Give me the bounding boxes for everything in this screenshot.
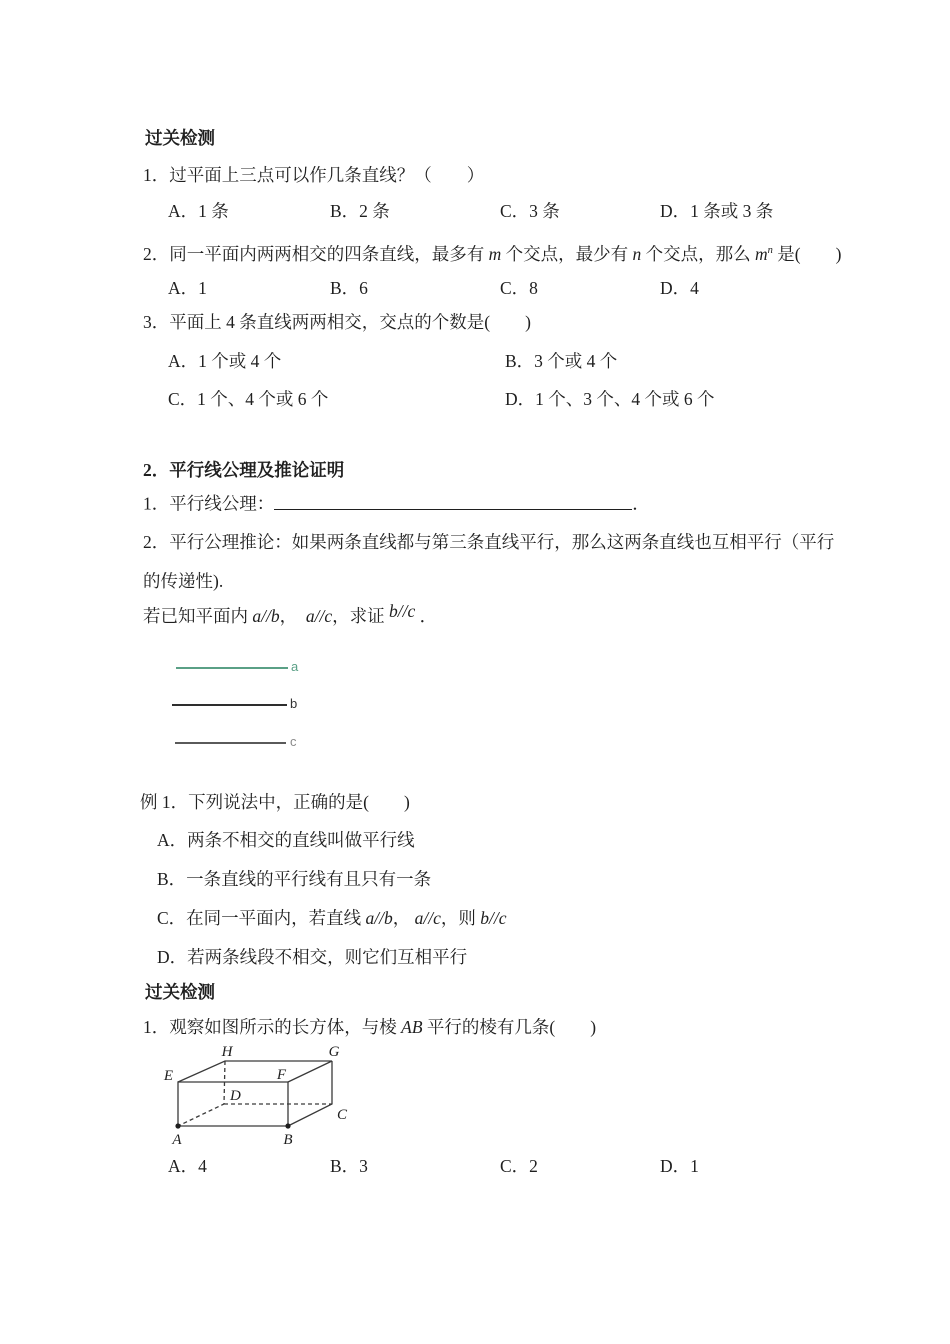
q2-var-m2: m: [755, 243, 768, 264]
cuboid-option-c: C．2: [500, 1156, 538, 1176]
q2-option-d: D．4: [660, 278, 699, 298]
cuboid-label-e: E: [163, 1068, 173, 1084]
corollary-line2: 的传递性).: [143, 571, 224, 591]
q3-text: 3．平面上 4 条直线两两相交，交点的个数是( ): [143, 312, 531, 332]
example1-optc-ab: a//b: [365, 908, 393, 928]
proof-seg-mid: ，求证: [332, 606, 389, 626]
example1-option-d: D．若两条线段不相交，则它们互相平行: [157, 947, 468, 967]
cuboid-label-b: B: [283, 1132, 293, 1148]
q1-option-b: B．2 条: [330, 201, 390, 221]
q2-seg-mid1: 个交点，最少有: [501, 243, 633, 264]
example1-optc-ac: a//c: [414, 908, 441, 928]
cuboid-right-face: [288, 1061, 332, 1126]
q2-options-row: [168, 275, 928, 299]
cuboid-option-a: A．4: [168, 1156, 207, 1176]
cuboid-figure: [140, 1040, 370, 1152]
cuboid-label-h: H: [221, 1044, 233, 1060]
example1-optc-c1: ，: [392, 908, 415, 928]
cuboid-q-var: AB: [401, 1017, 423, 1037]
q3-option-b: B．3 个或 4 个: [505, 351, 618, 371]
example1-option-a: A．两条不相交的直线叫做平行线: [157, 830, 415, 850]
example1-optc-bc: b//c: [480, 908, 507, 928]
q2-sup-n: n: [767, 245, 773, 256]
q1-options-row: [168, 198, 928, 222]
q2-var-m: m: [488, 243, 502, 264]
q2-option-c: C．8: [500, 278, 538, 298]
proof-math-ab: a//b: [252, 606, 280, 626]
parallel-line-b: [172, 704, 287, 706]
q2-seg-pre: 2．同一平面内两两相交的四条直线，最多有: [143, 243, 489, 264]
cuboid-q-post: 平行的棱有几条( ): [422, 1017, 597, 1037]
q2-seg-post: 是( ): [772, 243, 842, 264]
parallel-line-b-label: b: [290, 696, 298, 711]
vertex-dot-b: [285, 1123, 290, 1128]
q1-option-a: A．1 条: [168, 201, 229, 221]
q3-options-row1: [168, 348, 928, 372]
section1-heading: 过关检测: [145, 128, 215, 148]
parallel-axiom-line: [143, 491, 650, 515]
cuboid-label-d: D: [230, 1088, 241, 1104]
q1-text: 1．过平面上三点可以作几条直线？（ ）: [143, 165, 485, 185]
q2-option-a: A．1: [168, 278, 207, 298]
q2-var-n: n: [632, 243, 642, 264]
q3-option-c: C．1 个、4 个或 6 个: [168, 389, 329, 409]
example1-option-b: B．一条直线的平行线有且只有一条: [157, 869, 432, 889]
cuboid-label-g: G: [328, 1044, 340, 1060]
q1-option-d: D．1 条或 3 条: [660, 201, 774, 221]
cuboid-label-a: A: [172, 1132, 182, 1148]
example1-option-c: [157, 907, 507, 929]
proof-math-ac: a//c: [305, 606, 333, 626]
corollary-line1: 2．平行公理推论：如果两条直线都与第三条直线平行，那么这两条直线也互相平行（平行: [143, 532, 835, 552]
cuboid-question: [143, 1016, 596, 1038]
section3-heading: 过关检测: [145, 982, 215, 1002]
cuboid-q-pre: 1．观察如图所示的长方体，与棱: [143, 1017, 402, 1037]
parallel-axiom-label: 1．平行线公理：: [143, 493, 275, 514]
q2-option-b: B．6: [330, 278, 368, 298]
parallel-axiom-blank: [274, 491, 632, 510]
cuboid-label-c: C: [337, 1107, 348, 1123]
cuboid-options-row: [168, 1153, 928, 1177]
cuboid-option-b: B．3: [330, 1156, 368, 1176]
cuboid-top-face: [178, 1061, 332, 1082]
proof-seg-c1: ，: [279, 606, 306, 626]
parallel-line-a: [176, 667, 288, 669]
cuboid-label-f: F: [276, 1067, 286, 1083]
proof-math-bc: b//c: [388, 601, 416, 621]
vertex-dot-a: [175, 1123, 180, 1128]
proof-seg-end: ．: [415, 606, 438, 626]
q2-seg-mid2: 个交点，那么: [641, 243, 756, 264]
section2-heading: 2．平行线公理及推论证明: [143, 460, 345, 480]
q2-text: [143, 238, 841, 265]
example1-optc-pre: C．在同一平面内，若直线: [157, 908, 366, 928]
q1-option-c: C．3 条: [500, 201, 560, 221]
parallel-line-c: [175, 742, 286, 744]
example1-optc-mid: ，则: [440, 908, 481, 928]
q3-option-a: A．1 个或 4 个: [168, 351, 282, 371]
parallel-line-a-label: a: [291, 659, 299, 674]
cuboid-option-d: D．1: [660, 1156, 699, 1176]
proof-statement: [143, 601, 438, 627]
q3-option-d: D．1 个、3 个、4 个或 6 个: [505, 389, 715, 409]
parallel-axiom-period: ．: [632, 493, 650, 514]
q3-options-row2: [168, 386, 928, 410]
proof-seg-pre: 若已知平面内: [143, 606, 253, 626]
parallel-line-c-label: c: [290, 734, 297, 749]
example1-title: 例 1．下列说法中，正确的是( ): [140, 792, 410, 812]
